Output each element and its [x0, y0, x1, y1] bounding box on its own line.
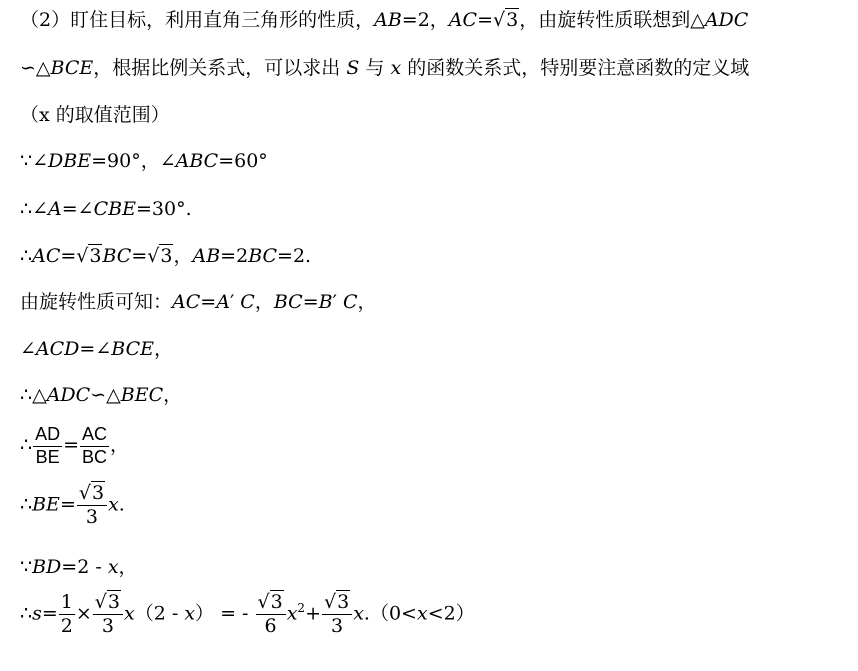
line-similar: ∴△ADC∽△BEC，: [20, 384, 183, 406]
fraction: $\frac{AC}{BC}$: [82, 424, 108, 467]
line-ratio: ∴ $\frac{AD}{BE}$ = $\frac{AC}{BC}$ ，: [20, 424, 130, 467]
fraction: $\frac{√3}{6}$: [256, 591, 286, 638]
line-angle-result: ∴∠A=∠CBE=30°.: [20, 198, 192, 220]
line-bd: ∵BD=2 - x，: [20, 556, 138, 578]
fraction: $\frac{AD}{BE}$: [35, 424, 61, 467]
line-domain-note: （x 的取值范围）: [20, 104, 170, 126]
sqrt-3: √3: [147, 245, 173, 267]
fraction: $\frac{√3}{3}$: [77, 482, 107, 529]
line-intro-cont: ∽△BCE，根据比例关系式，可以求出 S 与 x 的函数关系式，特别要注意函数的定义域: [20, 57, 750, 79]
line-angle-equal: ∠ACD=∠BCE，: [20, 338, 174, 360]
line-be: ∴BE= $\frac{√3}{3}$ x.: [20, 482, 125, 528]
line-side-lengths: ∴AC=√3BC=√3，AB=2BC=2.: [20, 245, 312, 267]
line-angle-given: ∵∠DBE=90°，∠ABC=60°: [20, 150, 268, 172]
sqrt-3: √3: [492, 9, 519, 31]
fraction: $\frac{√3}{3}$: [93, 591, 123, 638]
line-intro: （2）盯住目标，利用直角三角形的性质，AB=2，AC=√3，由旋转性质联想到△ADC: [20, 9, 749, 31]
line-final-function: ∴s= $\frac{1}{2}$ × $\frac{√3}{3}$ x（2 - x） = - $\frac{√3}{6}$ $x^2+$ $\frac{√3}{3}$ x.（0<x<2）: [20, 591, 475, 637]
fraction: $\frac{√3}{3}$: [322, 591, 352, 638]
line-rotation: 由旋转性质可知：AC=A′ C，BC=B′ C，: [20, 291, 377, 313]
fraction: $\frac{1}{2}$: [60, 591, 73, 637]
sqrt-3: √3: [76, 245, 102, 267]
